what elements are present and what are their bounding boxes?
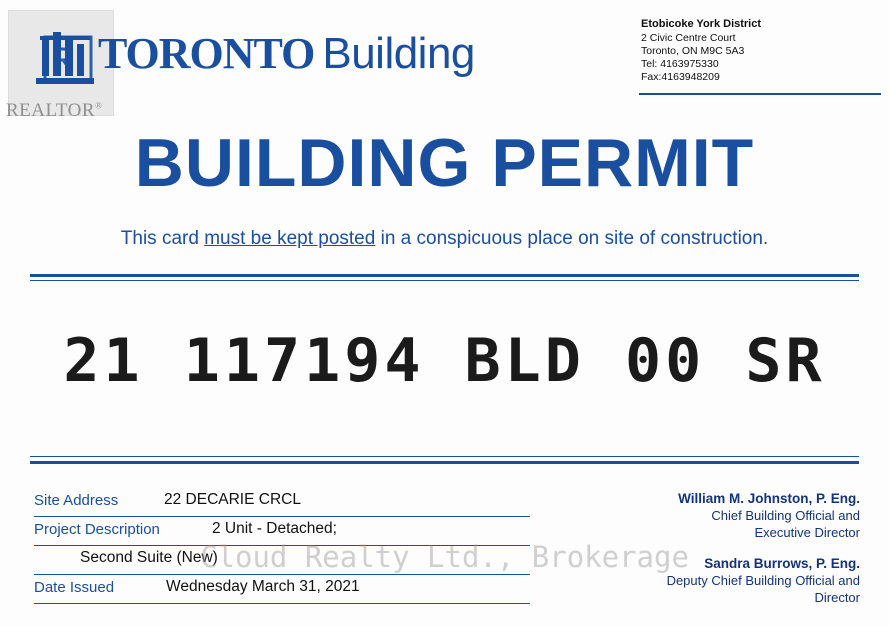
district-contact-block — [641, 18, 881, 84]
divider-top-thin — [30, 280, 859, 281]
field-value-date-issued: Wednesday March 31, 2021 — [166, 578, 360, 595]
field-underline — [34, 545, 530, 546]
field-project-description-continued — [30, 548, 540, 577]
brand-title — [98, 28, 475, 79]
divider-bottom-thick — [30, 461, 859, 464]
field-value-project-description: 2 Unit - Detached; — [212, 520, 337, 537]
signatory-primary-name: William M. Johnston, P. Eng. — [678, 491, 860, 506]
notice-suffix: in a conspicuous place on site of construction. — [375, 228, 769, 249]
field-underline — [34, 603, 530, 604]
header-divider — [639, 93, 881, 95]
document-header — [0, 0, 889, 121]
realtor-label: REALTOR — [6, 100, 96, 121]
divider-bottom-thin — [30, 456, 859, 457]
divider-top-thick — [30, 274, 859, 277]
field-site-address — [30, 490, 540, 519]
permit-fields — [30, 490, 540, 606]
permit-number: 21 117194 BLD 00 SR — [63, 326, 826, 396]
brand-building: Building — [322, 29, 475, 78]
posting-notice — [0, 228, 889, 250]
field-label-project-description: Project Description — [34, 521, 160, 538]
signatory-primary-title-line1: Chief Building Official and — [711, 508, 860, 523]
notice-underlined: must be kept posted — [204, 228, 376, 249]
signatory-primary-title-line2: Executive Director — [754, 525, 860, 540]
field-underline — [34, 574, 530, 575]
signatory-secondary — [560, 555, 860, 606]
field-underline — [34, 516, 530, 517]
district-city: Toronto, ON M9C 5A3 — [641, 45, 745, 57]
signatory-primary — [560, 490, 860, 541]
brokerage-watermark: Cloud Realty Ltd., Brokerage — [200, 540, 689, 574]
signature-block — [560, 490, 860, 620]
district-fax: Fax:4163948209 — [641, 71, 720, 83]
signatory-secondary-title-line1: Deputy Chief Building Official and — [666, 573, 860, 588]
field-label-site-address: Site Address — [34, 492, 119, 509]
field-date-issued — [30, 577, 540, 606]
realtor-wordmark — [6, 100, 102, 122]
district-name: Etobicoke York District — [641, 18, 762, 30]
notice-prefix: This card — [120, 228, 205, 249]
field-project-description — [30, 519, 540, 548]
district-tel: Tel: 4163975330 — [641, 58, 719, 70]
field-value-project-description-continued: Second Suite (New) — [80, 549, 218, 566]
signatory-secondary-name: Sandra Burrows, P. Eng. — [704, 556, 860, 571]
page-title: BUILDING PERMIT — [134, 125, 755, 201]
realtor-registered-mark: ® — [95, 100, 103, 111]
field-label-date-issued: Date Issued — [34, 579, 115, 596]
brand-toronto: TORONTO — [98, 29, 315, 78]
signatory-secondary-title-line2: Director — [814, 590, 860, 605]
toronto-city-logo-icon — [36, 26, 94, 88]
district-address: 2 Civic Centre Court — [641, 32, 736, 44]
field-value-site-address: 22 DECARIE CRCL — [164, 491, 301, 508]
